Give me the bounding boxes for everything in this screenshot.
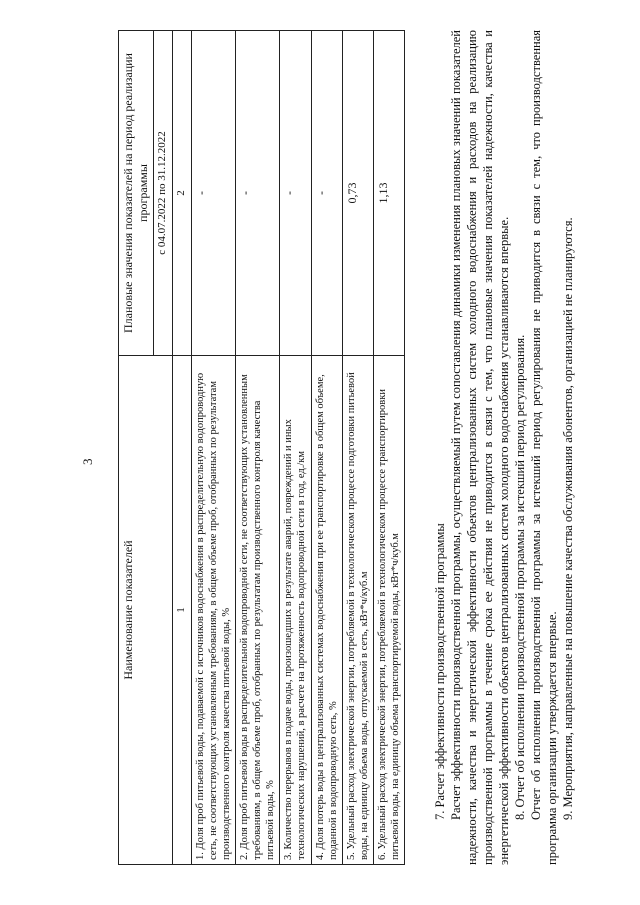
table-row	[235, 31, 279, 865]
column-number-2: 2	[172, 31, 191, 356]
indicator-name: 4. Доля потерь воды в централизованных системах водоснабжения при ее транспортировке в общем объеме, поданной в водопроводную сеть, %	[311, 356, 342, 865]
indicator-name: 6. Удельный расход электрической энергии, потребляемой в технологическом процессе транспортировки питьевой воды, на единицу объема транспортируемой воды, кВт*ч/куб.м	[374, 356, 405, 865]
column-number-1: 1	[172, 356, 191, 865]
indicator-name: 3. Количество перерывов в подаче воды, произошедших в результате аварий, повреждений и иных технологических нарушений, в расчете на протяженность водопроводной сети в год, ед./км	[280, 356, 311, 865]
section-8-body: Отчет об исполнении производственной программы за истекший период регулирования не приводится в связи с тем, что производственная программа организации утверждается впервые.	[529, 30, 559, 865]
section-8-title: 8. Отчет об исполнении производственной программы за истекший период регулирования.	[513, 334, 527, 820]
indicator-name: 5. Удельный расход электрической энергии, потребляемой в технологическом процессе подготовки питьевой воды, на единицу объема воды, отпускаемой в сеть, кВт*ч/куб.м	[342, 356, 373, 865]
indicator-name: 2. Доля проб питьевой воды в распределительной водопроводной сети, не соответствующих установленным требованиям, в общем объеме проб, отобранных по результатам производственного контроля качества питьевой воды, %	[235, 356, 279, 865]
indicator-value: -	[280, 31, 311, 356]
body-text	[432, 30, 576, 865]
indicators-table	[118, 30, 405, 865]
page-number: 3	[80, 458, 95, 465]
indicator-value: -	[311, 31, 342, 356]
indicator-value: 1,13	[374, 31, 405, 356]
header-period: с 04.07.2022 по 31.12.2022	[154, 31, 173, 356]
section-7-title: 7. Расчет эффективности производственной программы	[433, 523, 447, 820]
table-row	[311, 31, 342, 865]
section-9: 9. Мероприятия, направленные на повышение качества обслуживания абонентов, организацией не планируются.	[561, 217, 575, 820]
header-planned-values: Плановые значения показателей на период реализации программы	[119, 31, 154, 356]
indicator-value: 0,73	[342, 31, 373, 356]
table-row	[191, 31, 235, 865]
indicator-value: -	[235, 31, 279, 356]
section-7-body: Расчет эффективности производственной программы, осуществляемый путем сопоставления динамики изменения плановых значений показателей надежности, качества и энергетической эффективности объектов централизованных систем холодного водоснабжения и расходов на реализацию производственной программы в течение срока ее действия не приводится в связи с тем, что плановые значения показателей надежности, качества и энергетической эффективности объектов централизованных систем холодного водоснабжения устанавливаются впервые.	[449, 30, 511, 865]
table-row	[342, 31, 373, 865]
indicator-value: -	[191, 31, 235, 356]
table-row	[374, 31, 405, 865]
header-indicator-name: Наименование показателей	[119, 356, 173, 865]
table-row	[280, 31, 311, 865]
indicator-name: 1. Доля проб питьевой воды, подаваемой с источников водоснабжения в распределительную водопроводную сеть, не соответствующих установленным требованиям, в общем объеме проб, отобранных по результатам производственного контроля качества питьевой воды, %	[191, 356, 235, 865]
